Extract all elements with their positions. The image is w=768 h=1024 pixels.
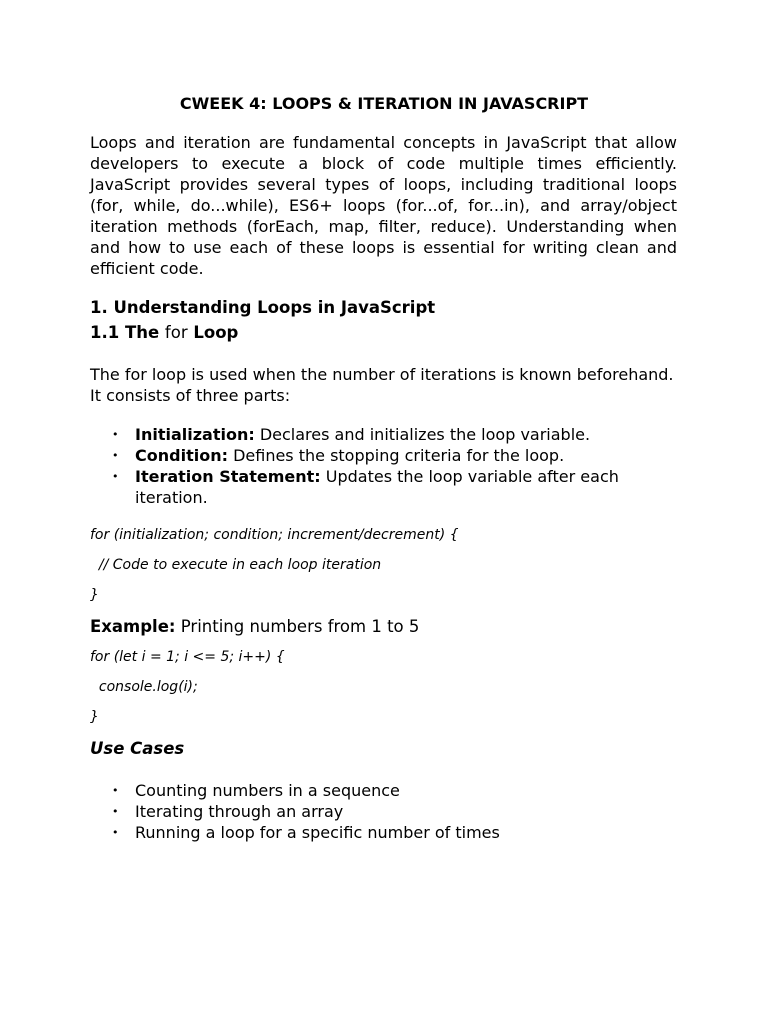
use-cases-list bbox=[90, 780, 680, 843]
part-text: Updates the loop variable after each iteration. bbox=[135, 467, 619, 507]
example-heading bbox=[90, 616, 419, 638]
syntax-code-line: // Code to execute in each loop iteration bbox=[90, 557, 382, 573]
subsection-heading-keyword: for bbox=[164, 323, 188, 342]
part-term: Initialization: bbox=[135, 425, 255, 444]
list-item: • Iterating through an array bbox=[90, 801, 680, 822]
subsection-heading-suffix: Loop bbox=[187, 323, 239, 342]
list-item bbox=[90, 424, 680, 445]
section-heading: 1. Understanding Loops in JavaScript bbox=[90, 298, 436, 317]
list-item: • Counting numbers in a sequence bbox=[90, 780, 680, 801]
intro-paragraph: Loops and iteration are fundamental concepts in JavaScript that allow developers to execute a block of code multiple times efficiently. JavaScript provides several types of loops, including traditional loops (for, while, do...while), ES6+ loops (for...of, for...in), and array/object iteration methods (forEach, map, filter, reduce). Understanding when and how to use each of these loops is essential for writing clean and efficient code. bbox=[90, 133, 677, 278]
part-text: Defines the stopping criteria for the loop. bbox=[227, 446, 565, 465]
part-text: Declares and initializes the loop variable. bbox=[254, 425, 591, 444]
for-loop-parts-list bbox=[90, 424, 680, 508]
example-label: Example: bbox=[90, 617, 176, 636]
document-title: CWEEK 4: LOOPS & ITERATION IN JAVASCRIPT bbox=[179, 94, 589, 113]
use-cases-heading: Use Cases bbox=[90, 739, 185, 758]
example-code-line: console.log(i); bbox=[90, 679, 198, 695]
subsection-heading bbox=[90, 322, 238, 344]
part-term: Iteration Statement: bbox=[135, 467, 321, 486]
example-code-line: } bbox=[90, 709, 99, 725]
syntax-code-line: for (initialization; condition; increment/decrement) { bbox=[90, 527, 459, 543]
syntax-code-line: } bbox=[90, 587, 99, 603]
list-item bbox=[90, 466, 680, 508]
example-text: Printing numbers from 1 to 5 bbox=[175, 617, 420, 636]
list-item bbox=[90, 445, 680, 466]
example-code-line: for (let i = 1; i <= 5; i++) { bbox=[90, 649, 285, 665]
for-loop-description: The for loop is used when the number of iterations is known beforehand. It consists of three parts: bbox=[90, 365, 674, 405]
list-item: • Running a loop for a specific number of times bbox=[90, 822, 680, 843]
part-term: Condition: bbox=[135, 446, 228, 465]
subsection-heading-prefix: 1.1 The bbox=[90, 323, 165, 342]
